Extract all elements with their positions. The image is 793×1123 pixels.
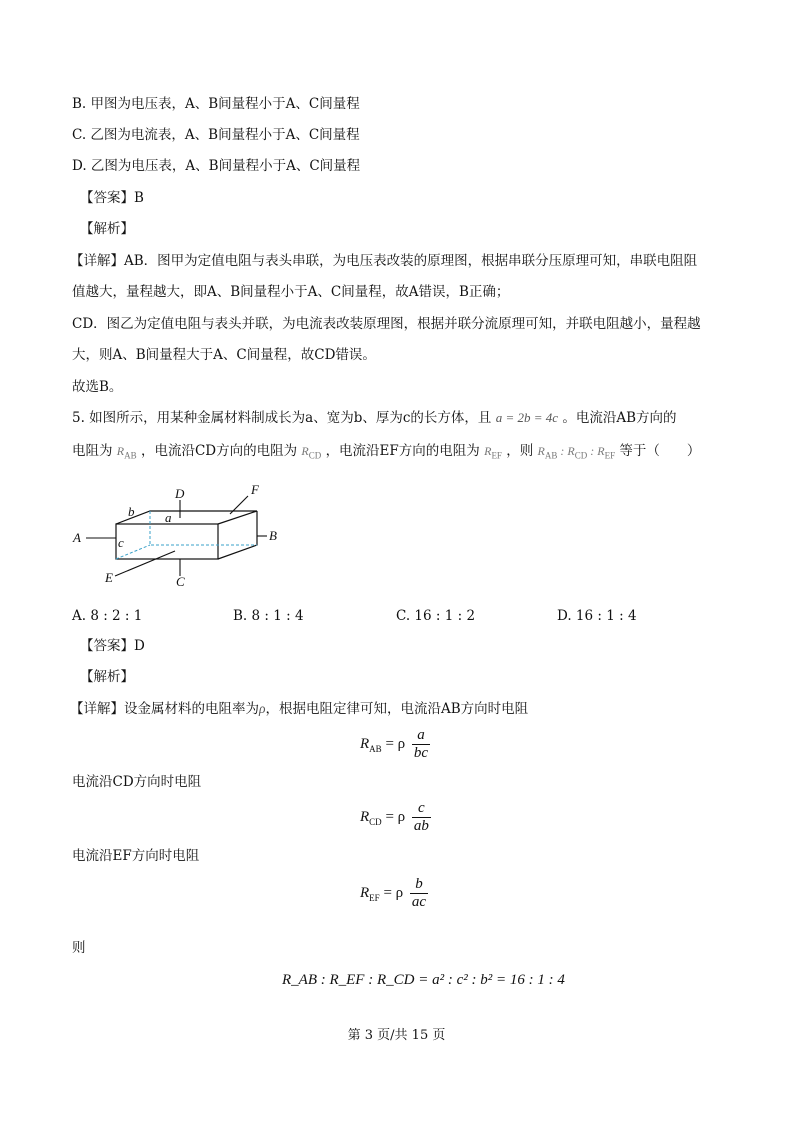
answer-prev: 【答案】B <box>80 190 144 206</box>
formula-ratio: R_AB : R_EF : R_CD = a² : c² : b² = 16 : 1 : 4 <box>282 972 565 988</box>
analysis5-label: 【解析】 <box>80 669 134 685</box>
choice-a: A. 8 : 2 : 1 <box>72 608 143 624</box>
q5-line2-text-c: ，电流沿EF方向的电阻为 <box>325 443 480 459</box>
q5-line2-text-a: 电阻为 <box>72 443 113 459</box>
q5-line1-text-a: 5. 如图所示，用某种金属材料制成长为a、宽为b、厚为c的长方体，且 <box>72 410 492 426</box>
label-A: A <box>73 530 81 545</box>
option-b-prev: B. 甲图为电压表，A、B间量程小于A、C间量程 <box>72 96 360 112</box>
detail-prev-line2: 值越大，量程越大，即A、B间量程小于A、C间量程，故A错误，B正确； <box>72 284 510 300</box>
detail5-line-ef: 电流沿EF方向时电阻 <box>72 848 200 864</box>
formula-r-ef: $R_{EF} = \rho$ $\frac{b}{ac}$ <box>360 876 427 910</box>
formula-r-ab: $R_{AB} = \rho$ $\frac{a}{bc}$ <box>360 727 429 761</box>
detail-prev-line1: 【详解】AB．图甲为定值电阻与表头串联，为电压表改装的原理图，根据串联分压原理可知，串联电阻阻 <box>70 253 698 269</box>
analysis-label-prev: 【解析】 <box>80 221 134 237</box>
q5-line2-text-e: 等于（ ） <box>619 443 701 459</box>
detail5-line1: 【详解】设金属材料的电阻率为ρ，根据电阻定律可知，电流沿AB方向时电阻 <box>70 701 529 717</box>
label-B: B <box>269 528 277 543</box>
detail5-line-cd: 电流沿CD方向时电阻 <box>72 774 202 790</box>
label-b-dim: b <box>128 504 135 519</box>
rho-symbol: ρ <box>259 701 266 716</box>
top-face <box>116 511 257 524</box>
q5-line1 <box>72 408 677 428</box>
lead-e <box>115 551 175 576</box>
label-F: F <box>251 482 259 497</box>
q5-line2-text-b: ，电流沿CD方向的电阻为 <box>140 443 298 459</box>
label-c-dim: c <box>118 535 124 550</box>
cuboid-figure <box>70 478 290 593</box>
r-cd-symbol: $R_{CD}$ <box>301 444 322 461</box>
page-footer: 第 3 页/共 15 页 <box>347 1028 446 1043</box>
q5-line2-text-d: ，则 <box>506 443 534 459</box>
r-ef-symbol: $R_{EF}$ <box>484 444 502 461</box>
detail-prev-line3: CD．图乙为定值电阻与表头并联，为电流表改装原理图，根据并联分流原理可知，并联电阻越小，量程越 <box>72 316 701 332</box>
answer5: 【答案】D <box>80 638 145 654</box>
choice-d: D. 16 : 1 : 4 <box>557 608 637 624</box>
q5-condition-formula: a = 2b = 4c <box>495 410 559 425</box>
q5-line1-text-b: 。电流沿AB方向的 <box>562 410 677 426</box>
choice-b: B. 8 : 1 : 4 <box>233 608 304 624</box>
detail-prev-line5: 故选B。 <box>72 379 123 395</box>
detail5-then: 则 <box>72 940 86 956</box>
label-D: D <box>175 486 185 501</box>
option-c-prev: C. 乙图为电流表，A、B间量程小于A、C间量程 <box>72 127 360 143</box>
r-ab-symbol: $R_{AB}$ <box>116 444 137 461</box>
ratio-symbol: $R_{AB}$ : $R_{CD}$ : $R_{EF}$ <box>537 444 616 461</box>
label-a-dim: a <box>165 510 172 525</box>
choice-c: C. 16 : 1 : 2 <box>396 608 476 624</box>
option-d-prev: D. 乙图为电压表，A、B间量程小于A、C间量程 <box>72 158 361 174</box>
label-C: C <box>176 574 185 589</box>
right-face <box>218 511 257 559</box>
formula-r-cd: $R_{CD} = \rho$ $\frac{c}{ab}$ <box>360 800 429 834</box>
q5-line2 <box>72 441 700 465</box>
detail-prev-line4: 大，则A、B间量程大于A、C间量程，故CD错误。 <box>72 347 376 363</box>
label-E: E <box>105 570 113 585</box>
